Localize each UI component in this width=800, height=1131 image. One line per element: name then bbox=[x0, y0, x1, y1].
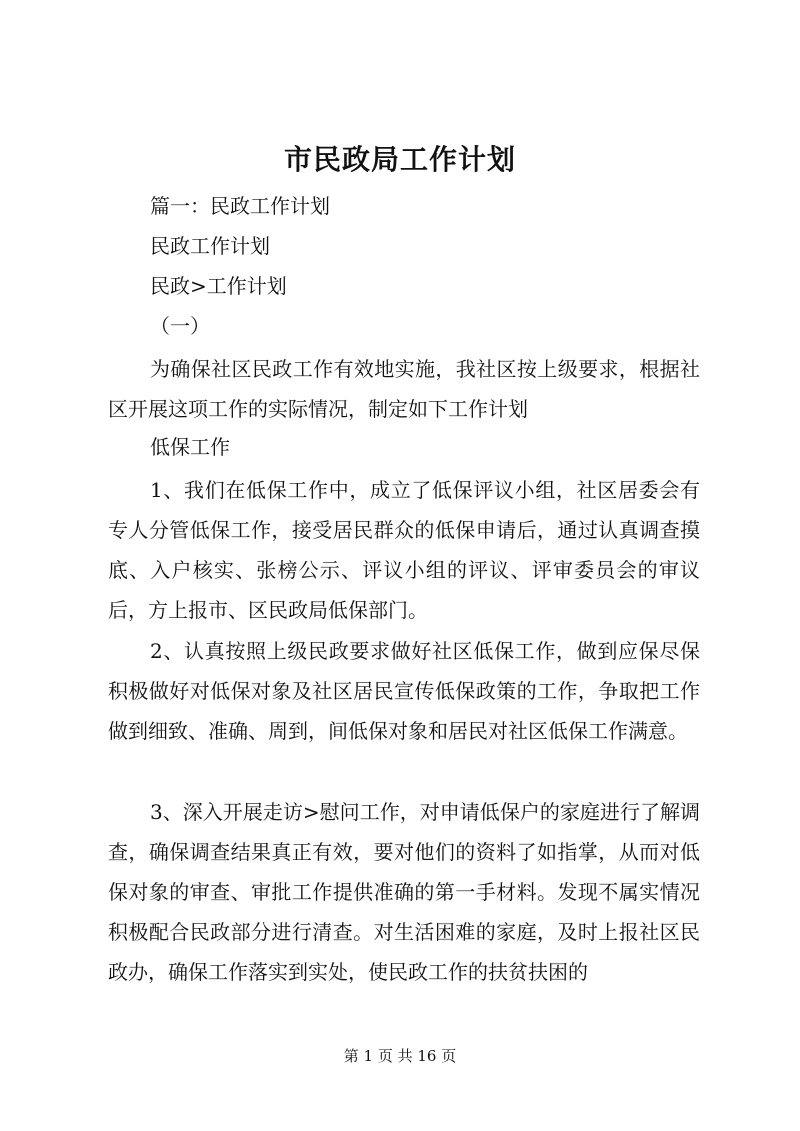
subheading: 民政>工作计划 bbox=[150, 274, 287, 298]
page-footer: 第 1 页 共 16 页 bbox=[343, 1047, 457, 1065]
paragraph-item-3: 3、深入开展走访>慰问工作，对申请低保户的家庭进行了解调查，确保调查结果真正有效，要对他们的资料了如指掌，从而对低保对象的审查、审批工作提供准确的第一手材料。发现不属实情况积极配合民政部分进行清查。对生活困难的家庭，及时上报社区民政办，确保工作落实到实处，使民政工作的扶贫扶困的 bbox=[108, 800, 700, 984]
section-title: 低保工作 bbox=[150, 435, 230, 459]
section-number: （一） bbox=[150, 314, 210, 338]
paragraph-item-1: 1、我们在低保工作中，成立了低保评议小组，社区居委会有专人分管低保工作，接受居民群众的低保申请后，通过认真调查摸底、入户核实、张榜公示、评议小组的评议、评审委员会的审议后，方上报市、区民政局低保部门。 bbox=[108, 478, 700, 622]
section-heading: 篇一：民政工作计划 bbox=[150, 194, 330, 218]
subheading: 民政工作计划 bbox=[150, 234, 270, 258]
page-title: 市民政局工作计划 bbox=[283, 143, 516, 176]
paragraph-item-2: 2、认真按照上级民政要求做好社区低保工作，做到应保尽保积极做好对低保对象及社区居民宣传低保政策的工作，争取把工作做到细致、准确、周到，间低保对象和居民对社区低保工作满意。 bbox=[108, 639, 700, 743]
intro-paragraph: 为确保社区民政工作有效地实施，我社区按上级要求，根据社区开展这项工作的实际情况，制定如下工作计划 bbox=[108, 357, 700, 421]
